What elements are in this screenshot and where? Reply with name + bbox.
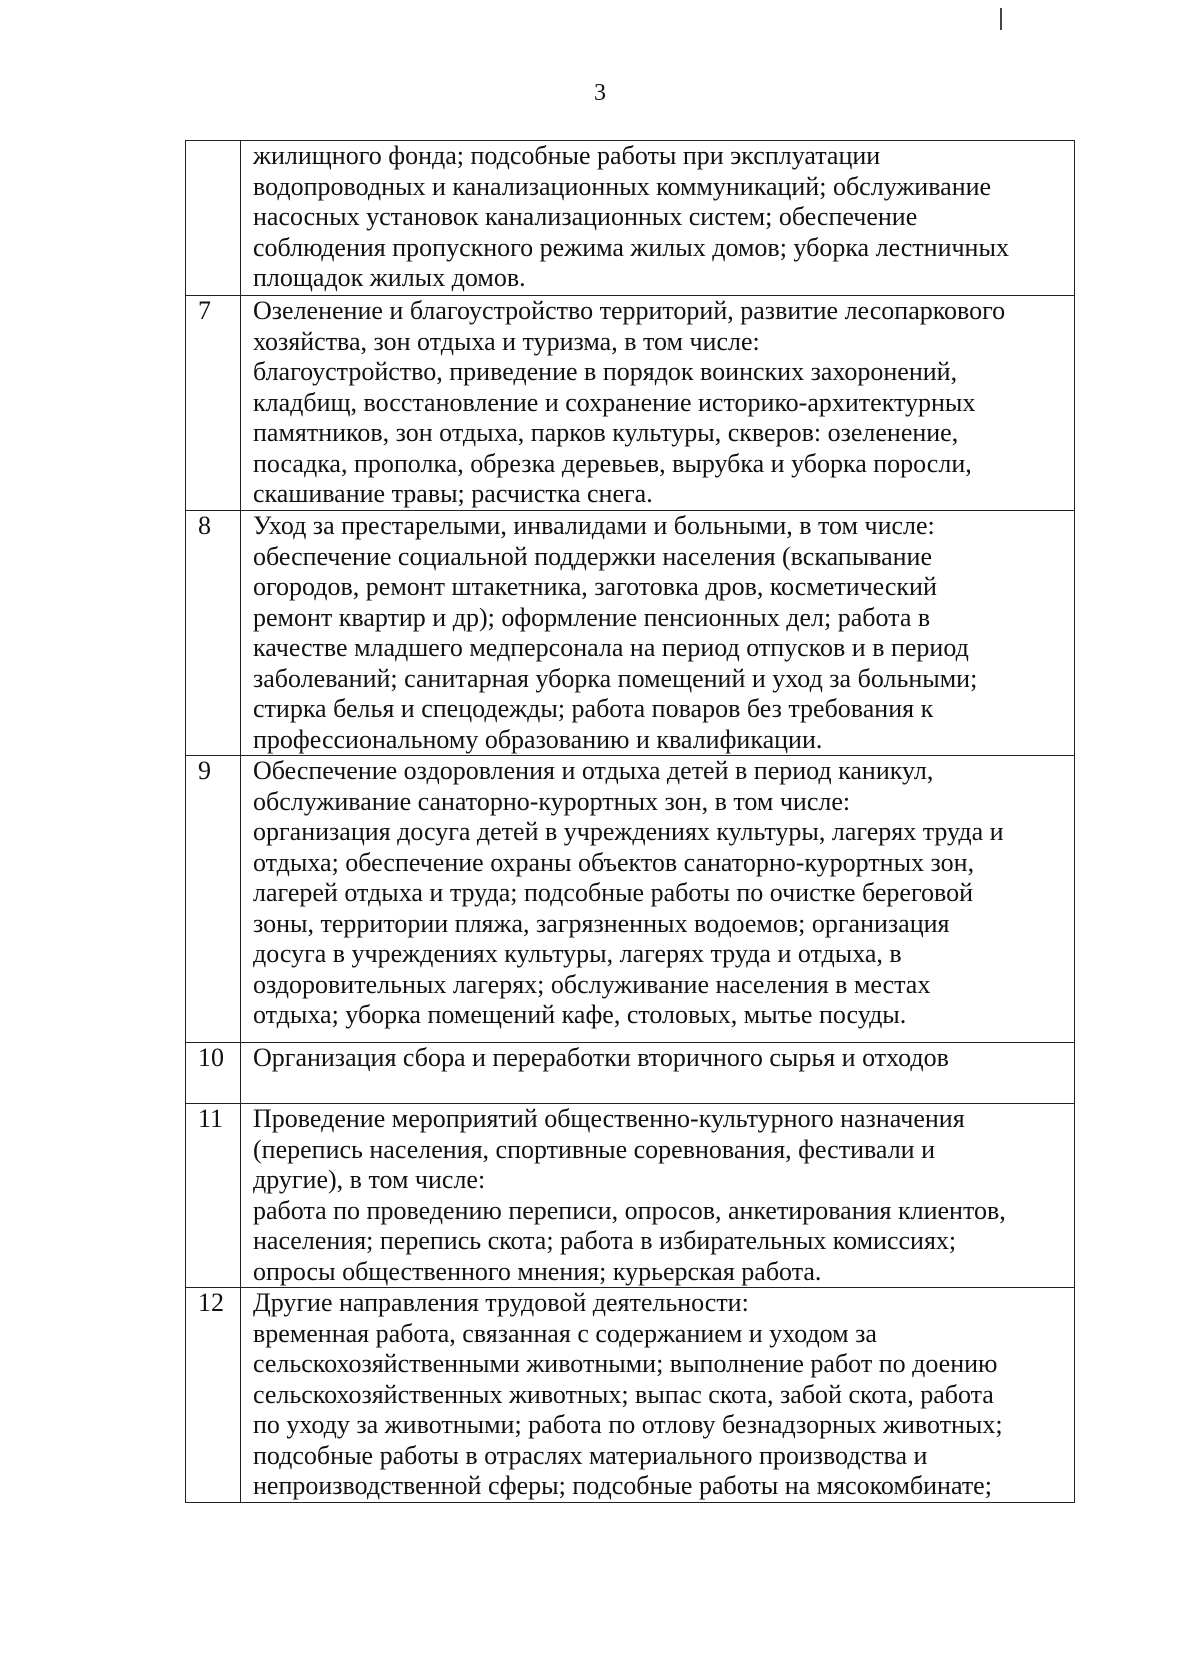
text-line: непроизводственной сферы; подсобные работы на мясокомбинате; bbox=[253, 1471, 992, 1500]
text-line: водопроводных и канализационных коммуникаций; обслуживание bbox=[253, 171, 992, 201]
text-line: другие), в том числе: bbox=[253, 1165, 486, 1194]
row-text-cell bbox=[241, 511, 1075, 756]
text-line: отдыха; уборка помещений кафе, столовых, мытье посуды. bbox=[253, 1000, 907, 1029]
text-line: площадок жилых домов. bbox=[253, 263, 526, 292]
row-text-cell bbox=[241, 1043, 1075, 1104]
text-line: отдыха; обеспечение охраны объектов санаторно-курортных зон, bbox=[253, 847, 975, 877]
text-line: Организация сбора и переработки вторичного сырья и отходов bbox=[253, 1043, 949, 1072]
text-line: работа по проведению переписи, опросов, анкетирования клиентов, bbox=[253, 1195, 1006, 1225]
text-line: жилищного фонда; подсобные работы при эксплуатации bbox=[253, 141, 881, 170]
row-text-cell bbox=[241, 141, 1075, 296]
text-line: обслуживание санаторно-курортных зон, в том числе: bbox=[253, 786, 851, 816]
text-line: организация досуга детей в учреждениях культуры, лагерях труда и bbox=[253, 817, 1004, 846]
text-line: ремонт квартир и др); оформление пенсионных дел; работа в bbox=[253, 602, 931, 632]
row-number-cell: 9 bbox=[186, 756, 241, 1043]
text-line: досуга в учреждениях культуры, лагерях труда и отдыха, в bbox=[253, 939, 902, 968]
table-row-11 bbox=[186, 1104, 1075, 1288]
row-text-cell bbox=[241, 296, 1075, 511]
text-line: зоны, территории пляжа, загрязненных водоемов; организация bbox=[253, 908, 950, 938]
text-line: профессиональному образованию и квалификации. bbox=[253, 724, 823, 754]
text-line: Уход за престарелыми, инвалидами и больными, в том числе: bbox=[253, 511, 935, 540]
text-line: Озеленение и благоустройство территорий, развитие лесопаркового bbox=[253, 296, 1006, 325]
row-number-cell: 7 bbox=[186, 296, 241, 511]
table-row-9 bbox=[186, 756, 1075, 1043]
text-line: (перепись населения, спортивные соревнования, фестивали и bbox=[253, 1134, 936, 1164]
text-line: памятников, зон отдыха, парков культуры, скверов: озеленение, bbox=[253, 418, 959, 447]
row-number-cell: 12 bbox=[186, 1288, 241, 1503]
text-line: благоустройство, приведение в порядок воинских захоронений, bbox=[253, 357, 958, 386]
text-line: оздоровительных лагерях; обслуживание населения в местах bbox=[253, 969, 931, 999]
text-line: Другие направления трудовой деятельности: bbox=[253, 1288, 749, 1317]
text-line: подсобные работы в отраслях материального производства и bbox=[253, 1440, 928, 1470]
text-line: обеспечение социальной поддержки населения (вскапывание bbox=[253, 541, 933, 571]
text-line: опросы общественного мнения; курьерская работа. bbox=[253, 1256, 822, 1286]
row-text-cell bbox=[241, 756, 1075, 1043]
row-text-cell bbox=[241, 1288, 1075, 1503]
activities-table bbox=[185, 140, 1075, 1503]
row-number-cell: 10 bbox=[186, 1043, 241, 1104]
text-line: насосных установок канализационных систем; обеспечение bbox=[253, 202, 918, 231]
row-number-cell bbox=[186, 141, 241, 296]
text-line: по уходу за животными; работа по отлову безнадзорных животных; bbox=[253, 1410, 1003, 1439]
table-row-8 bbox=[186, 511, 1075, 756]
text-line: соблюдения пропускного режима жилых домов; уборка лестничных bbox=[253, 232, 1009, 262]
text-line: Обеспечение оздоровления и отдыха детей в период каникул, bbox=[253, 756, 934, 785]
text-line: населения; перепись скота; работа в избирательных комиссиях; bbox=[253, 1226, 957, 1255]
page-number: 3 bbox=[594, 80, 606, 106]
text-line: качестве младшего медперсонала на период отпусков и в период bbox=[253, 633, 969, 662]
text-line: скашивание травы; расчистка снега. bbox=[253, 479, 653, 508]
row-number-cell: 8 bbox=[186, 511, 241, 756]
scan-mark bbox=[1000, 8, 1002, 30]
row-text-cell bbox=[241, 1104, 1075, 1288]
text-line: Проведение мероприятий общественно-культурного назначения bbox=[253, 1104, 965, 1133]
text-line: стирка белья и спецодежды; работа поваров без требования к bbox=[253, 694, 934, 723]
table-row-continuation bbox=[186, 141, 1075, 296]
text-line: сельскохозяйственных животных; выпас скота, забой скота, работа bbox=[253, 1379, 994, 1409]
text-line: огородов, ремонт штакетника, заготовка дров, косметический bbox=[253, 572, 937, 601]
text-line: временная работа, связанная с содержанием и уходом за bbox=[253, 1318, 877, 1348]
text-line: кладбищ, восстановление и сохранение историко-архитектурных bbox=[253, 387, 976, 417]
table-row-12 bbox=[186, 1288, 1075, 1503]
text-line: заболеваний; санитарная уборка помещений и уход за больными; bbox=[253, 663, 978, 693]
table-row-10 bbox=[186, 1043, 1075, 1104]
table-row-7 bbox=[186, 296, 1075, 511]
text-line: сельскохозяйственными животными; выполнение работ по доению bbox=[253, 1349, 998, 1378]
row-number-cell: 11 bbox=[186, 1104, 241, 1288]
text-line: посадка, прополка, обрезка деревьев, вырубка и уборка поросли, bbox=[253, 448, 972, 478]
text-line: хозяйства, зон отдыха и туризма, в том числе: bbox=[253, 326, 760, 356]
text-line: лагерей отдыха и труда; подсобные работы по очистке береговой bbox=[253, 878, 974, 907]
